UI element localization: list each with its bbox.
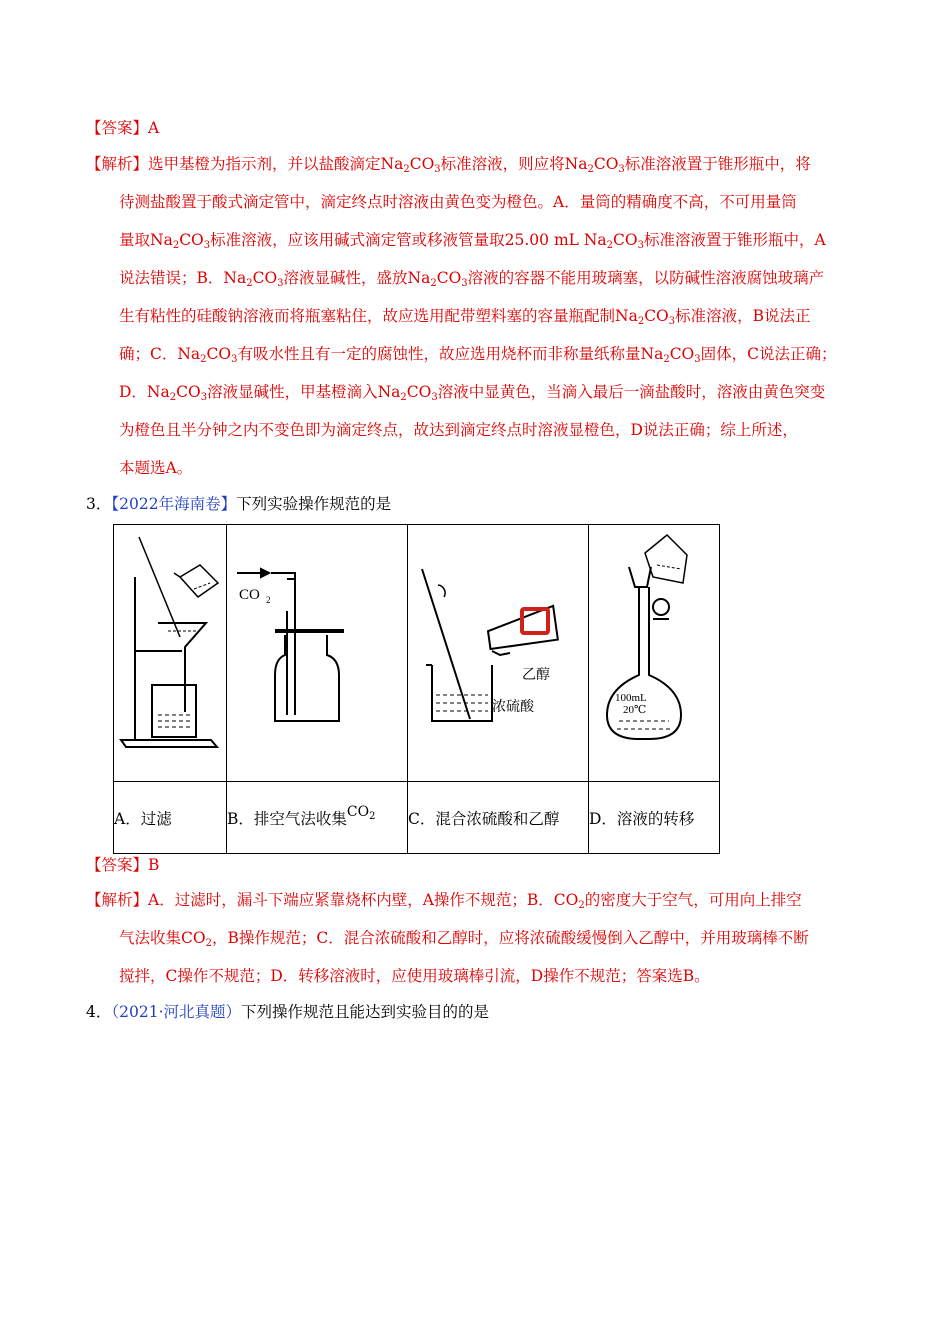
question-3 [86, 494, 391, 514]
answer-label: 【答案】 [86, 119, 149, 137]
figure-mixing [408, 525, 589, 782]
answer-line-q3 [86, 855, 159, 875]
ethanol-label: 乙醇 [522, 668, 550, 683]
answer-line-q2 [86, 118, 159, 138]
question-number: 4． [86, 1003, 112, 1021]
analysis-q3-line-1: 【解析】A．过滤时，漏斗下端应紧靠烧杯内壁，A操作不规范；B．$CO_2$的密度大于空气，可用向上排空 [86, 891, 802, 911]
volumetric-flask-icon [589, 525, 719, 777]
co2-subscript: 2 [266, 595, 271, 605]
flask-temp-label: 20℃ [623, 704, 647, 716]
question-stem: 下列实验操作规范的是 [236, 495, 392, 513]
question-stem: 下列操作规范且能达到实验目的的是 [241, 1003, 490, 1021]
answer-value: B [148, 856, 160, 874]
analysis-q2-line-1: 【解析】选甲基橙为指示剂，并以盐酸滴定$Na_2CO_3$标准溶液，则应将$Na_2CO_3$标准溶液置于锥形瓶中，将 [86, 155, 811, 175]
experiment-figure-table [113, 524, 720, 854]
figure-gas-collection [227, 525, 408, 782]
answer-value: A [148, 119, 160, 137]
answer-label: 【答案】 [86, 856, 149, 874]
figure-filtration [114, 525, 227, 782]
analysis-q2-line-6: 确；C．$Na_2CO_3$有吸水性且有一定的腐蚀性，故应选用烧杯而非称量纸称量$Na_2CO_3$固体，C说法正确； [119, 345, 837, 365]
gas-bottle-icon [227, 525, 407, 777]
caption-b: B．排空气法收集$CO_2$ [227, 782, 408, 854]
filtration-apparatus-icon [114, 525, 226, 777]
analysis-q2-line-8: 为橙色且半分钟之内不变色即为滴定终点，故达到滴定终点时溶液显橙色，D说法正确；综上所述， [119, 421, 798, 439]
analysis-q2-line-7: D．$Na_2CO_3$溶液显碱性，甲基橙滴入$Na_2CO_3$溶液中显黄色，当滴入最后一滴盐酸时，溶液由黄色突变 [119, 383, 826, 403]
analysis-q2-line-5: 生有粘性的硅酸钠溶液而将瓶塞粘住，故应选用配带塑料塞的容量瓶配制$Na_2CO_3$标准溶液，B说法正 [119, 307, 811, 327]
caption-c: C．混合浓硫酸和乙醇 [408, 782, 589, 854]
caption-a: A．过滤 [114, 782, 227, 854]
figure-transfer [589, 525, 720, 782]
sulfuric-acid-label: 浓硫酸 [492, 700, 534, 715]
flask-volume-label: 100mL [615, 692, 647, 704]
analysis-label: 【解析】 [86, 891, 149, 909]
co2-label: CO [239, 587, 260, 603]
question-number: 3． [86, 495, 112, 513]
analysis-q2-line-4: 说法错误；B．$Na_2CO_3$溶液显碱性，盛放$Na_2CO_3$溶液的容器不能用玻璃塞，以防碱性溶液腐蚀玻璃产 [119, 269, 825, 289]
analysis-label: 【解析】 [86, 155, 149, 173]
analysis-q3-line-2: 气法收集$CO_2$，B操作规范；C．混合浓硫酸和乙醇时，应将浓硫酸缓慢倒入乙醇中，并用玻璃棒不断 [119, 929, 809, 949]
question-4 [86, 1002, 489, 1022]
analysis-q2-line-2: 待测盐酸置于酸式滴定管中，滴定终点时溶液由黄色变为橙色。A．量筒的精确度不高，不可用量筒 [119, 193, 797, 211]
caption-d: D．溶液的转移 [589, 782, 720, 854]
analysis-q2-line-9: 本题选A。 [119, 459, 193, 477]
question-source: 【2022年海南卷】 [111, 495, 237, 513]
question-source: （2021·河北真题） [111, 1003, 241, 1021]
mixing-beaker-icon [408, 525, 588, 777]
analysis-q3-line-3: 搅拌，C操作不规范；D．转移溶液时，应使用玻璃棒引流，D操作不规范；答案选B。 [119, 967, 710, 985]
analysis-q2-line-3: 量取$Na_2CO_3$标准溶液，应该用碱式滴定管或移液管量取25.00 mL $Na_2CO_3$标准溶液置于锥形瓶中，A [119, 231, 826, 251]
